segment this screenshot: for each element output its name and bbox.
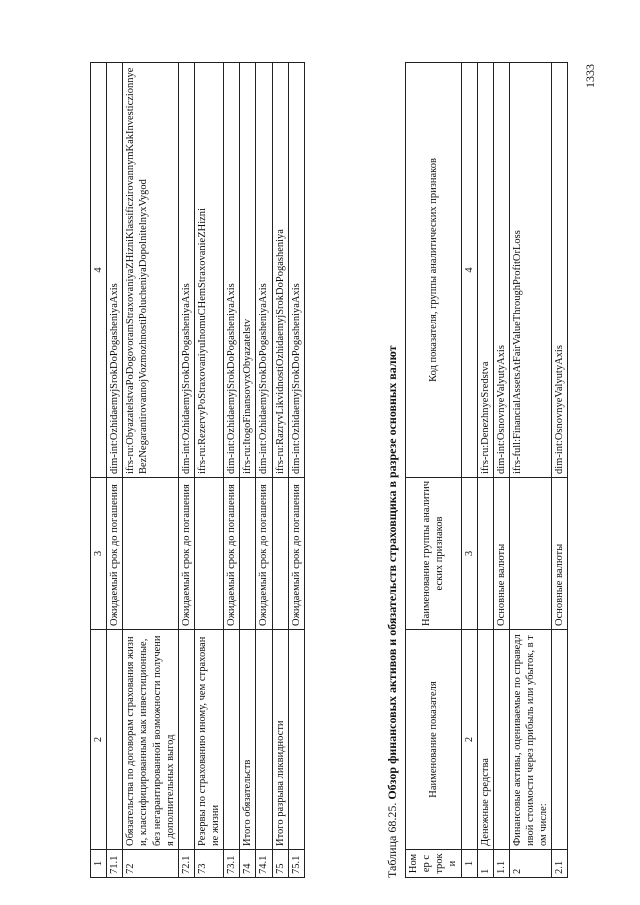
row-number: 73 [194,850,223,878]
row-name [107,630,123,850]
row-code: ifrs-full:FinancialAssetsAtFairValueThroughProfitOrLoss [509,63,551,478]
table-row [240,63,256,878]
row-group [123,478,179,630]
header-cell: 1 [91,850,107,878]
row-code: dim-int:OzhidaemyjSrokDoPogasheniyaAxis [256,63,272,478]
header-number: 2 [461,630,477,850]
row-code: dim-int:OzhidaemyjSrokDoPogasheniyaAxis [178,63,194,478]
row-name: Итого обязательств [240,630,256,850]
row-group: Ожидаемый срок до погашения [224,478,240,630]
row-code: dim-int:OsnovnyeValyutyAxis [552,63,568,478]
row-name [224,630,240,850]
row-group: Ожидаемый срок до погашения [107,478,123,630]
row-group: Основные валюты [493,478,509,630]
header-cell: 3 [91,478,107,630]
header-cell: Наименование группы аналитических признаков [406,478,462,630]
row-name [288,630,304,850]
header-number: 3 [461,478,477,630]
caption-prefix: Таблица 68.25. [385,802,399,878]
row-name [552,630,568,850]
row-code: ifrs-ru:ObyazatelstvaPoDogovoramStraxovaniyaZHizniKlassificzirovannymKakInvesticzionnyeBezNegarantirovannojVozmozhnostiPolucheniyaDopolnitelnyxVygod [123,63,179,478]
row-name [178,630,194,850]
currency-table [405,62,568,878]
row-number: 72 [123,850,179,878]
table-row [107,63,123,878]
row-group [509,478,551,630]
row-number: 72.1 [178,850,194,878]
header-cell: 4 [91,63,107,478]
table-row [477,63,493,878]
table-row [288,63,304,878]
row-code: ifrs-ru:RazryvLikvidnostiOzhidaemyjSrokDoPogasheniya [272,63,288,478]
row-name: Итого разрыва ликвидности [272,630,288,850]
row-group [194,478,223,630]
header-cell: Код показателя, группы аналитических признаков [406,63,462,478]
header-number: 1 [461,850,477,878]
table-header-row [91,63,107,878]
row-code: dim-int:OsnovnyeValyutyAxis [493,63,509,478]
table-row [194,63,223,878]
table-row [224,63,240,878]
row-number: 2.1 [552,850,568,878]
row-group: Основные валюты [552,478,568,630]
row-group: Ожидаемый срок до погашения [288,478,304,630]
row-code: dim-int:OzhidaemyjSrokDoPogasheniyaAxis [224,63,240,478]
row-number: 1 [477,850,493,878]
row-name: Денежные средства [477,630,493,850]
table-row [493,63,509,878]
row-name: Финансовые активы, оцениваемые по справедливой стоимости через прибыль или убыток, в том числе: [509,630,551,850]
row-group [272,478,288,630]
row-code: ifrs-ru:ItogoFinansovyxObyazatelstv [240,63,256,478]
header-cell: Наименование показателя [406,630,462,850]
row-code: ifrs-ru:RezervyPoStraxovaniyuInomuCHemStraxovanieZHizni [194,63,223,478]
header-number: 4 [461,63,477,478]
row-name [493,630,509,850]
header-cell: Номер строки [406,850,462,878]
row-name: Резервы по страхованию иному, чем страхование жизни [194,630,223,850]
row-code: dim-int:OzhidaemyjSrokDoPogasheniyaAxis [288,63,304,478]
table-row [272,63,288,878]
row-group: Ожидаемый срок до погашения [256,478,272,630]
table-row [178,63,194,878]
row-name [256,630,272,850]
row-code: dim-int:OzhidaemyjSrokDoPogasheniyaAxis [107,63,123,478]
header-cell: 2 [91,630,107,850]
row-number: 2 [509,850,551,878]
page-number: 1333 [583,64,597,88]
table-row [256,63,272,878]
row-group: Ожидаемый срок до погашения [178,478,194,630]
table-row [123,63,179,878]
table-header-row [406,63,462,878]
row-number: 73.1 [224,850,240,878]
table-row [509,63,551,878]
row-group [240,478,256,630]
row-code: ifrs-ru:DenezhnyeSredstva [477,63,493,478]
row-number: 75 [272,850,288,878]
table-caption [385,345,400,878]
caption-title: Обзор финансовых активов и обязательств страховщика в разрезе основных валют [385,345,399,800]
liquidity-table [90,62,305,878]
row-number: 74.1 [256,850,272,878]
table-header-number-row [461,63,477,878]
row-name: Обязательства по договорам страхования жизни, классифицированным как инвестиционные, без негарантированной возможности получения дополнительных выгод [123,630,179,850]
row-group [477,478,493,630]
row-number: 1.1 [493,850,509,878]
row-number: 71.1 [107,850,123,878]
table-row [552,63,568,878]
row-number: 75.1 [288,850,304,878]
row-number: 74 [240,850,256,878]
